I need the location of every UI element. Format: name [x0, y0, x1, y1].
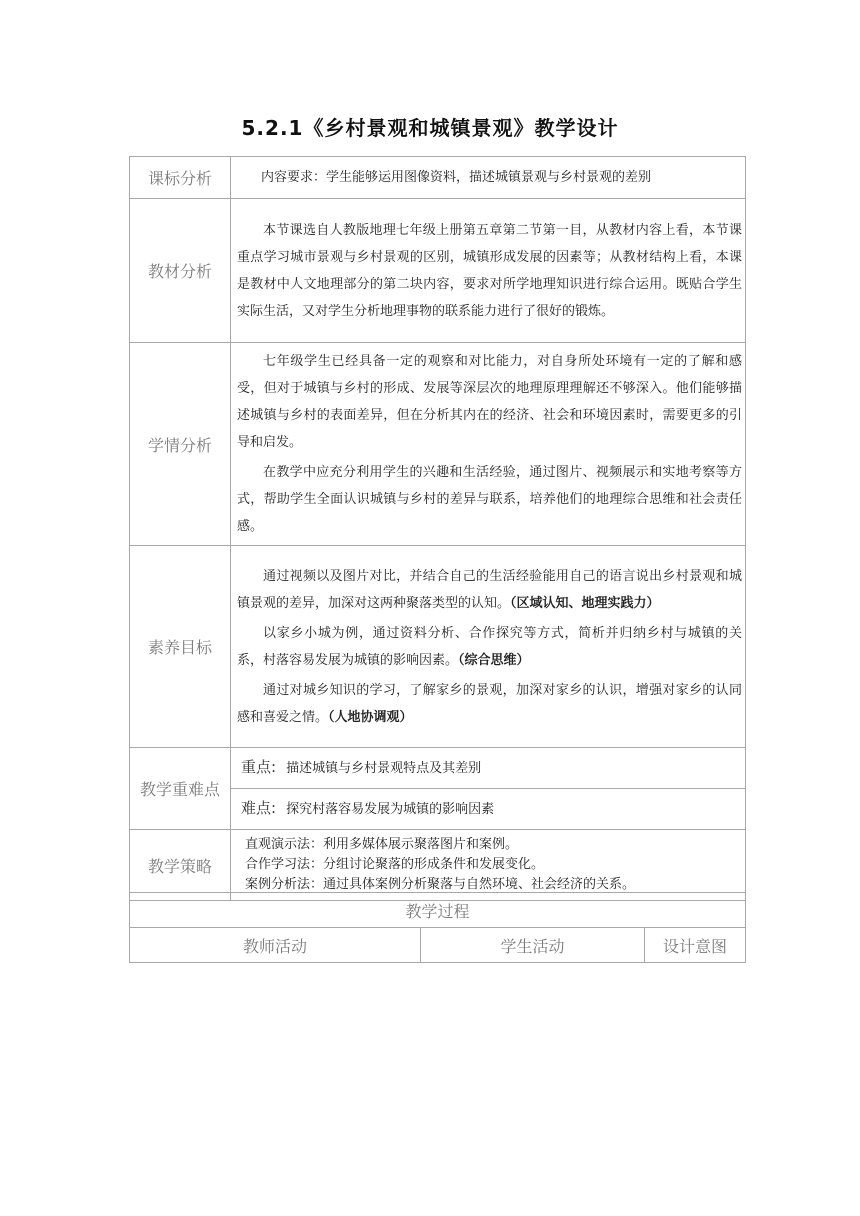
literacy-goal-item: 以家乡小城为例，通过资料分析、合作探究等方式，简析并归纳乡村与城镇的关系，村落容易发展为城镇的影响因素。（综合思维） [237, 625, 742, 668]
curriculum-requirement-text: 内容要求：学生能够运用图像资料，描述城镇景观与乡村景观的差别 [231, 157, 746, 199]
teaching-process-table [129, 892, 746, 963]
process-header-row [130, 893, 746, 928]
page-title: 5.2.1《乡村景观和城镇景观》教学设计 [241, 116, 619, 140]
row-teaching-strategy [130, 830, 746, 901]
literacy-tag: （人地协调观） [328, 709, 413, 725]
row-key-point [130, 748, 746, 789]
key-point-text: 描述城镇与乡村景观特点及其差别 [286, 761, 482, 776]
row-label-textbook: 教材分析 [130, 199, 231, 343]
literacy-tag: （区域认知、地理实践力） [510, 595, 660, 611]
strategy-item: 案例分析法：通过具体案例分析聚落与自然环境、社会经济的关系。 [245, 877, 636, 892]
student-analysis-paragraph: 在教学中应充分利用学生的兴趣和生活经验，通过图片、视频展示和实地考察等方式，帮助学生全面认识城镇与乡村的差异与联系，培养他们的地理综合思维和社会责任感。 [237, 465, 742, 534]
row-label-keypoints: 教学重难点 [130, 748, 231, 830]
row-label-literacy: 素养目标 [130, 546, 231, 748]
row-label-curriculum: 课标分析 [130, 157, 231, 199]
difficult-point-label: 难点: [241, 799, 277, 817]
row-curriculum-analysis [130, 157, 746, 199]
row-label-students: 学情分析 [130, 343, 231, 546]
row-student-analysis [130, 343, 746, 546]
strategy-item: 直观演示法：利用多媒体展示聚落图片和案例。 [245, 837, 519, 852]
column-design-intent: 设计意图 [645, 928, 746, 963]
literacy-goal-item: 通过视频以及图片对比，并结合自己的生活经验能用自己的语言说出乡村景观和城镇景观的差异，加深对这两种聚落类型的认知。（区域认知、地理实践力） [237, 568, 742, 611]
key-point-label: 重点: [241, 758, 277, 776]
process-header: 教学过程 [130, 893, 746, 928]
row-label-strategy: 教学策略 [130, 830, 231, 901]
column-student-activity: 学生活动 [421, 928, 645, 963]
process-columns-row [130, 928, 746, 963]
difficult-point-text: 探究村落容易发展为城镇的影响因素 [286, 802, 495, 817]
student-analysis-paragraph: 七年级学生已经具备一定的观察和对比能力，对自身所处环境有一定的了解和感受，但对于城镇与乡村的形成、发展等深层次的地理原理理解还不够深入。他们能够描述城镇与乡村的表面差异，但在分析其内在的经济、社会和环境因素时，需要更多的引导和启发。 [237, 354, 742, 450]
textbook-analysis-text: 本节课选自人教版地理七年级上册第五章第二节第一目，从教材内容上看，本节课重点学习城市景观与乡村景观的区别，城镇形成发展的因素等；从教材结构上看，本课是教材中人文地理部分的第二块内容，要求对所学地理知识进行综合运用。既贴合学生实际生活，又对学生分析地理事物的联系能力进行了很好的锻炼。 [237, 222, 742, 319]
row-textbook-analysis [130, 199, 746, 343]
row-literacy-goals [130, 546, 746, 748]
literacy-tag: （综合思维） [458, 652, 530, 668]
column-teacher-activity: 教师活动 [130, 928, 421, 963]
strategy-item: 合作学习法：分组讨论聚落的形成条件和发展变化。 [245, 857, 545, 872]
lesson-plan-table [129, 156, 746, 901]
literacy-goal-item: 通过对城乡知识的学习，了解家乡的景观，加深对家乡的认识，增强对家乡的认同感和喜爱之情。（人地协调观） [237, 682, 742, 725]
